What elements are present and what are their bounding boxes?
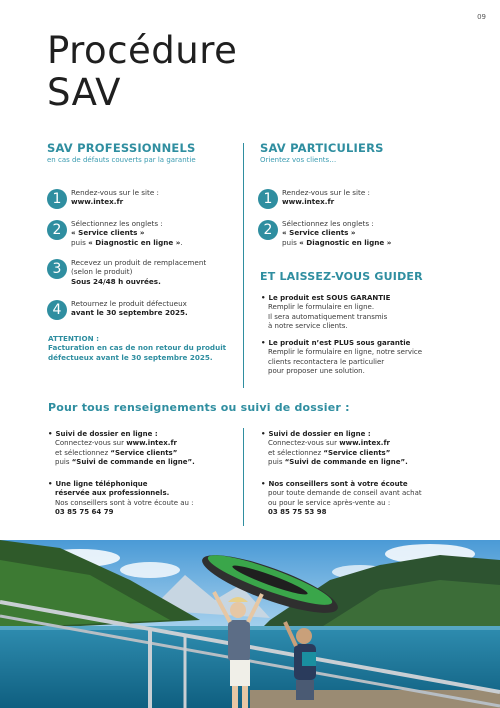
intex-link[interactable]: www.intex.fr — [71, 197, 124, 207]
bullet-sous-garantie — [261, 294, 390, 332]
info-divider — [243, 428, 244, 526]
pro-step-1 — [47, 188, 159, 209]
step-number: 1 — [47, 189, 67, 209]
sav-pro-subtitle: en cas de défauts couverts par la garantie — [47, 156, 196, 164]
step-text-bold: Sous 24/48 h ouvrées. — [71, 276, 161, 286]
step-text-bold: avant le 30 septembre 2025. — [71, 308, 188, 318]
bullet-hors-garantie — [261, 339, 422, 377]
attention-note — [48, 334, 226, 362]
page-number: 09 — [477, 13, 486, 21]
step-text-bold: « Service clients » — [71, 228, 145, 238]
step-text: Rendez-vous sur le site : — [71, 188, 159, 197]
bullet-head: • Suivi de dossier en ligne : — [48, 430, 195, 439]
bullet-line: Nos conseillers sont à votre écoute au : — [55, 498, 194, 507]
sav-pro-header — [47, 141, 247, 164]
step-text: Rendez-vous sur le site : — [282, 188, 370, 197]
bullet-head: • Le produit est SOUS GARANTIE — [261, 294, 390, 303]
bullet-line: ou pour le service après-vente au : — [268, 498, 391, 507]
bullet-line: et sélectionnez “Service clients” — [55, 448, 178, 457]
step-number: 2 — [47, 220, 67, 240]
pro-step-4 — [47, 299, 188, 320]
bullet-line: clients recontactera le particulier — [268, 357, 385, 366]
sav-part-subtitle: Orientez vos clients… — [260, 156, 337, 164]
bullet-line: pour toute demande de conseil avant achat — [268, 489, 422, 498]
phone-number[interactable]: 03 85 75 53 98 — [268, 508, 327, 517]
step-text-bold: « Service clients » — [282, 228, 356, 238]
bullet-line: pour proposer une solution. — [268, 367, 365, 376]
sav-part-title: SAV PARTICULIERS — [260, 141, 384, 155]
bullet-line: Connectez-vous sur www.intex.fr — [55, 439, 177, 448]
sav-pro-title: SAV PROFESSIONNELS — [47, 141, 196, 155]
bullet-line: Remplir le formulaire en ligne. — [268, 303, 375, 312]
bullet-line: à notre service clients. — [268, 322, 348, 331]
bullet-head: • Le produit n’est PLUS sous garantie — [261, 339, 422, 348]
bullet-line: Connectez-vous sur www.intex.fr — [268, 439, 390, 448]
bullet-line: puis “Suivi de commande en ligne”. — [55, 458, 195, 467]
info-right-suivi — [261, 430, 408, 468]
part-step-2 — [258, 219, 391, 247]
step-text: Sélectionnez les onglets : — [71, 219, 163, 228]
step-text: puis « Diagnostic en ligne » — [282, 237, 392, 247]
guide-title: ET LAISSEZ-VOUS GUIDER — [260, 270, 423, 283]
info-left-phone — [48, 480, 194, 518]
page-title-line2: SAV — [47, 71, 121, 114]
page-title — [47, 30, 237, 114]
lake-kayak-photo — [0, 540, 500, 708]
bullet-line: Il sera automatiquement transmis — [268, 312, 388, 321]
step-text: (selon le produit) — [71, 267, 133, 277]
pro-step-2 — [47, 219, 183, 247]
bullet-head: • Nos conseillers sont à votre écoute — [261, 480, 422, 489]
part-step-1 — [258, 188, 370, 209]
attention-text: Facturation en cas de non retour du produit — [48, 343, 227, 353]
pro-step-3 — [47, 258, 206, 286]
step-number: 1 — [258, 189, 278, 209]
column-divider — [243, 143, 244, 388]
phone-number[interactable]: 03 85 75 64 79 — [55, 508, 114, 517]
attention-label: ATTENTION : — [48, 334, 99, 343]
info-title: Pour tous renseignements ou suivi de dossier : — [48, 401, 350, 414]
info-left-suivi — [48, 430, 195, 468]
bullet-line: Remplir le formulaire en ligne, notre service — [268, 348, 423, 357]
sav-part-header — [260, 141, 460, 164]
step-text: Sélectionnez les onglets : — [282, 219, 374, 228]
bullet-line: puis “Suivi de commande en ligne”. — [268, 458, 408, 467]
step-text: puis « Diagnostic en ligne ». — [71, 237, 183, 247]
page-title-line1: Procédure — [47, 29, 238, 72]
bullet-head: • Suivi de dossier en ligne : — [261, 430, 408, 439]
info-right-phone — [261, 480, 422, 518]
cloud — [120, 562, 180, 578]
bullet-line: et sélectionnez “Service clients” — [268, 448, 391, 457]
step-text: Recevez un produit de remplacement — [71, 258, 207, 267]
step-number: 2 — [258, 220, 278, 240]
attention-text: défectueux avant le 30 septembre 2025. — [48, 352, 213, 362]
bullet-head: • Une ligne téléphonique — [48, 480, 194, 489]
step-text: Retournez le produit défectueux — [71, 299, 187, 308]
step-number: 3 — [47, 259, 67, 279]
bullet-head-cont: réservée aux professionnels. — [55, 489, 170, 498]
step-number: 4 — [47, 300, 67, 320]
intex-link[interactable]: www.intex.fr — [282, 197, 335, 207]
